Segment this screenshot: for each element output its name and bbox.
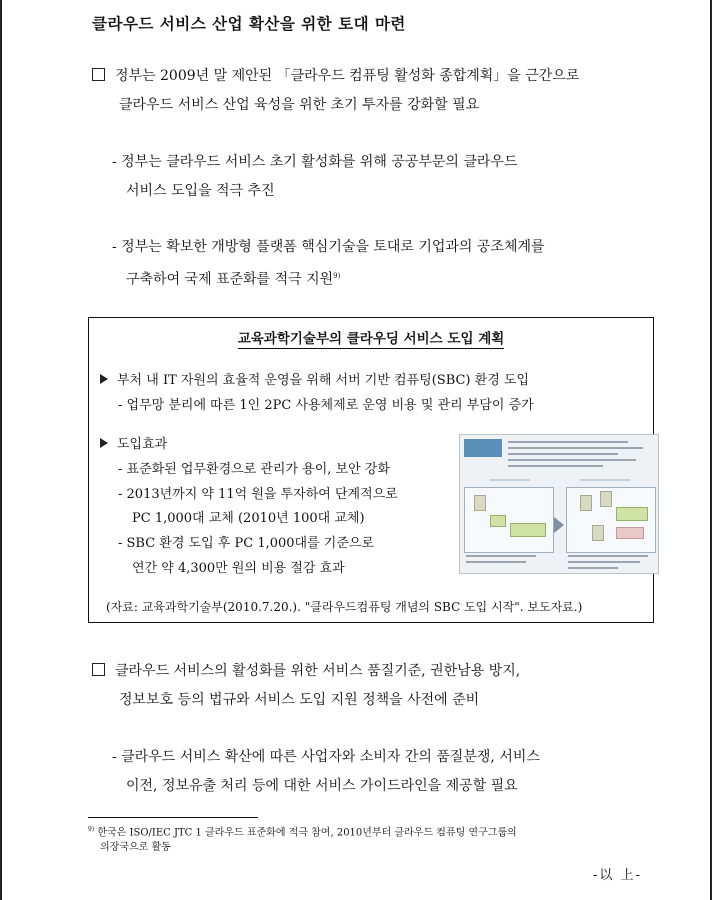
- server-icon: [474, 495, 486, 511]
- section2-bullet1: [112, 743, 540, 801]
- triangle-bullet-icon: [100, 438, 108, 448]
- footnote-reference[interactable]: 9): [333, 272, 341, 280]
- section1-bullet1-line1: - 정부는 클라우드 서비스 초기 활성화를 위해 공공부문의 클라우드: [112, 154, 518, 170]
- footnote-line1: 한국은 ISO/IEC JTC 1 클라우드 표준화에 적극 참여, 2010년부터 클라우드 컴퓨팅 연구그룹의: [97, 827, 517, 839]
- section2-bullet1-line1: - 클라우드 서비스 확산에 따른 사업자와 소비자 간의 품질분쟁, 서비스: [112, 749, 540, 765]
- box-title: 교육과학기술부의 클라우딩 서비스 도입 계획: [237, 331, 505, 347]
- box-item1-text: 부처 내 IT 자원의 효율적 운영을 위해 서버 기반 컴퓨팅(SBC) 환경 도입: [117, 373, 530, 388]
- section2-lead-line1: 클라우드 서비스의 활성화를 위한 서비스 품질기준, 권한남용 방지,: [115, 663, 521, 679]
- server-icon: [580, 495, 592, 511]
- footnote: [88, 822, 517, 855]
- section1-lead: [92, 62, 579, 120]
- footnote-rule: [88, 817, 258, 818]
- section1-bullet2-line2: 구축하여 국제 표준화를 적극 지원: [126, 271, 334, 288]
- section1-lead-line1: 정부는 2009년 말 제안된 「클라우드 컴퓨팅 활성화 종합계획」을 근간으로: [115, 68, 580, 84]
- section-title: 클라우드 서비스 산업 확산을 위한 토대 마련: [92, 15, 406, 33]
- end-mark: -以 上-: [593, 868, 642, 883]
- box-effect3-line2: 연간 약 4,300만 원의 비용 절감 효과: [132, 561, 345, 576]
- section1-bullet2-line1: - 정부는 확보한 개방형 플랫폼 핵심기술을 토대로 기업과의 공조체계를: [112, 239, 545, 255]
- section2-lead: [92, 657, 520, 715]
- box-item1: [100, 372, 529, 390]
- box-item2-text: 도입효과: [117, 437, 168, 452]
- checkbox-square-icon: [92, 68, 105, 81]
- box-item2: [100, 436, 167, 454]
- sbc-diagram-image: [459, 434, 659, 574]
- checkbox-square-icon: [92, 663, 105, 676]
- section1-bullet2: [112, 233, 545, 295]
- box-item1-sub: - 업무망 분리에 따른 1인 2PC 사용체제로 운영 비용 및 관리 부담이 증가: [118, 398, 534, 413]
- footnote-marker: 9): [88, 826, 95, 833]
- section2-bullet1-line2: 이전, 정보유출 처리 등에 대한 서비스 가이드라인을 제공할 필요: [126, 778, 518, 794]
- diagram-header-block: [464, 439, 502, 457]
- arrow-right-icon: [554, 517, 564, 533]
- section1-bullet1: [112, 148, 517, 206]
- box-effect2-line1: - 2013년까지 약 11억 원을 투자하여 단계적으로: [118, 487, 398, 502]
- section1-lead-line2: 클라우드 서비스 산업 육성을 위한 초기 투자를 강화할 필요: [119, 97, 480, 113]
- page-left-border: [0, 0, 2, 900]
- box-effect1: - 표준화된 업무환경으로 관리가 용이, 보안 강화: [118, 462, 390, 477]
- footnote-line2: 의장국으로 활동: [100, 842, 171, 854]
- section1-bullet1-line2: 서비스 도입을 적극 추진: [126, 183, 275, 199]
- box-source: (자료: 교육과학기술부(2010.7.20.). "클라우드컴퓨팅 개념의 SBC 도입 시작". 보도자료.): [106, 600, 583, 614]
- box-effect2-line2: PC 1,000대 교체 (2010년 100대 교체): [132, 511, 365, 526]
- box-effect3-line1: - SBC 환경 도입 후 PC 1,000대를 기준으로: [118, 536, 375, 551]
- server-icon: [592, 525, 604, 541]
- server-icon: [600, 491, 612, 507]
- section2-lead-line2: 정보보호 등의 법규와 서비스 도입 지원 정책을 사전에 준비: [119, 692, 480, 708]
- triangle-bullet-icon: [100, 374, 108, 384]
